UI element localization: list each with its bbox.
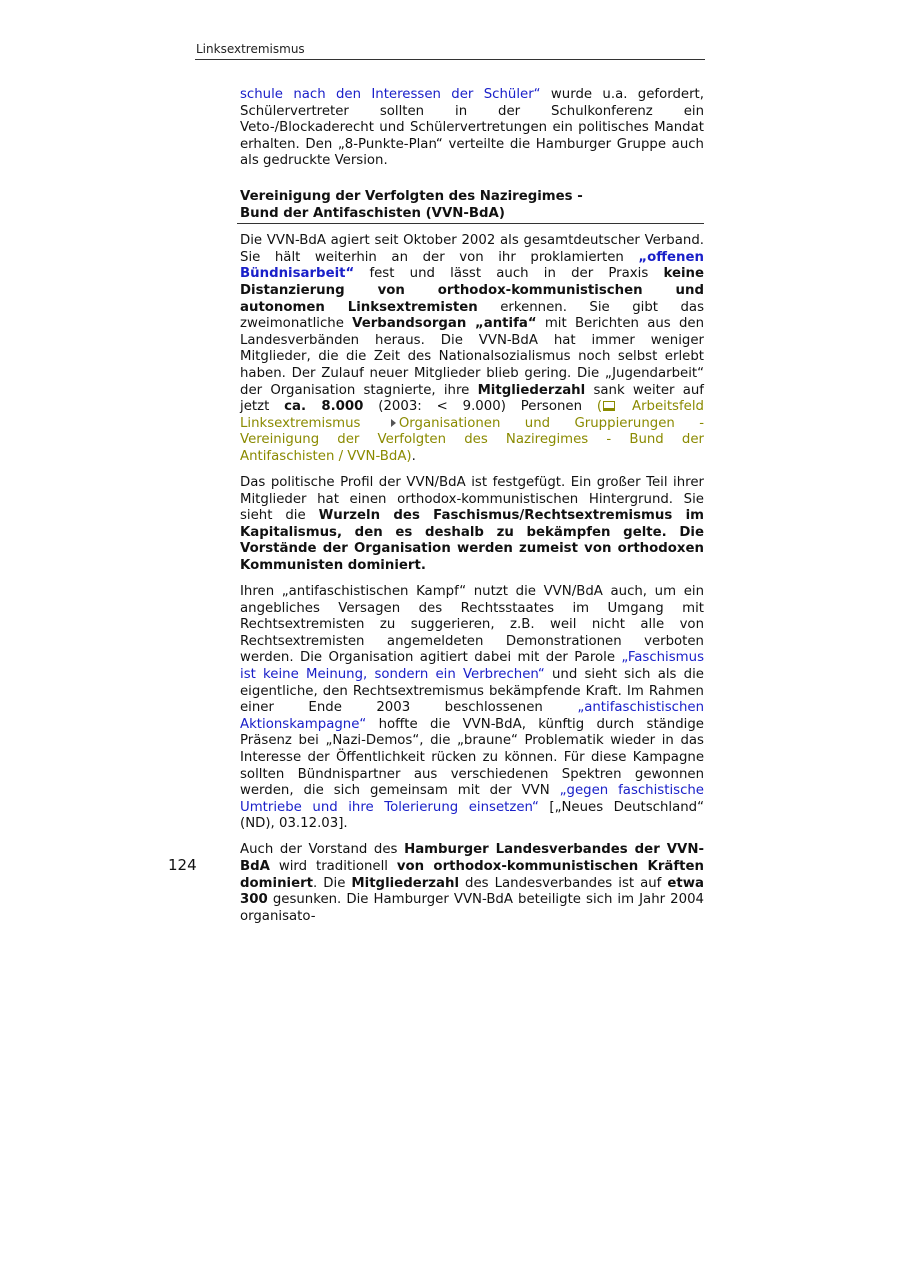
quote-link-buendnisarbeit[interactable]: „offenen Bündnisarbeit“ bbox=[240, 249, 704, 282]
triangle-right-icon bbox=[391, 419, 396, 427]
p2-text-5: sank weiter auf jetzt bbox=[240, 382, 704, 415]
quote-link-umtriebe[interactable]: „gegen faschistische Umtriebe und ihre Tolerierung einsetzen“ bbox=[240, 783, 704, 815]
p2-bold-2: Verbandsorgan „antifa“ bbox=[352, 316, 537, 332]
section-heading-line-1: Vereinigung der Verfolgten des Naziregimes - bbox=[240, 188, 583, 204]
paragraph-3 bbox=[240, 475, 704, 575]
p2-text-1: Die VVN-BdA agiert seit Oktober 2002 als gesamtdeutscher Verband. Sie hält weiterhin an der von ihr proklamierten bbox=[240, 233, 704, 265]
p2-text-7: . bbox=[411, 448, 416, 464]
p4-text-4: [„Neues Deutschland“ (ND), 03.12.03]. bbox=[240, 799, 704, 832]
paragraph-1 bbox=[240, 87, 704, 170]
p5-bold-1: Hamburger Landesverbandes der VVN-BdA bbox=[240, 842, 704, 875]
paragraph-2 bbox=[240, 233, 704, 465]
p3-text-1: Das politische Profil der VVN/BdA ist festgefügt. Ein großer Teil ihrer Mitglieder hat einen orthodox-kommunistischen Hintergrund. Sie sieht die bbox=[240, 474, 704, 524]
p2-text-6: (2003: < 9.000) Personen bbox=[363, 399, 597, 415]
header-rule bbox=[195, 59, 705, 60]
p5-text-3: . Die bbox=[313, 875, 352, 891]
book-icon bbox=[603, 401, 615, 411]
p4-text-1: Ihren „antifaschistischen Kampf“ nutzt die VVN/BdA auch, um ein angebliches Versagen des Rechtsstaates im Umgang mit Rechtsextremisten zu suggerieren, z.B. weil nicht alle von Rechtsextremisten angemeldeten Demonstrationen verboten werden. Die Organisation agitiert dabei mit der Parole bbox=[240, 584, 704, 666]
section-heading bbox=[240, 189, 704, 222]
p5-text-1: Auch der Vorstand des bbox=[240, 842, 405, 858]
paragraph-5 bbox=[240, 842, 704, 925]
p5-text-5: gesunken. Die Hamburger VVN-BdA beteiligte sich im Jahr 2004 organisato- bbox=[240, 892, 704, 924]
p2-bold-1: keine Distanzierung von orthodox-kommunistischen und autonomen Linksextremisten bbox=[240, 266, 704, 315]
paragraph-1-text: wurde u.a. gefordert, Schülervertreter sollten in der Schulkonferenz ein Veto-/Blockaderecht und Schülervertretungen ein politisches Mandat erhalten. Den „8-Punkte-Plan“ verteilte die Hamburger Gruppe auch als gedruckte Version. bbox=[240, 87, 704, 169]
p4-text-3: hoffte die VVN-BdA, künftig durch ständige Präsenz bei „Nazi-Demos“, die „braune“ Problematik wieder in das Interesse der Öffentlichkeit rücken zu können. Für diese Kampagne sollten Bündnispartner aus verschiedenen Spektren gewonnen werden, die sich gemeinsam mit der VVN bbox=[240, 716, 704, 799]
paragraph-4 bbox=[240, 584, 704, 833]
p2-bold-3: Mitgliederzahl bbox=[477, 382, 586, 398]
ref-text-1: Arbeitsfeld Linksextremismus bbox=[240, 399, 704, 431]
p5-text-2: wird traditionell bbox=[269, 859, 397, 875]
p2-text-3: erkennen. Sie gibt das zweimonatliche bbox=[240, 299, 705, 332]
ref-text-2: Organisationen und Gruppierungen - Vereinigung der Verfolgten des Naziregimes - Bund der Antifaschisten / VVN-BdA) bbox=[240, 415, 704, 464]
quote-link-aktionskampagne[interactable]: „antifaschistischen Aktionskampagne“ bbox=[240, 700, 704, 732]
p5-bold-2: von orthodox-kommunistischen Kräften dominiert bbox=[240, 859, 704, 891]
quote-link-schule[interactable]: schule nach den Interessen der Schüler“ bbox=[240, 87, 541, 102]
ref-open-paren: ( bbox=[596, 399, 603, 415]
page-number: 124 bbox=[168, 856, 197, 874]
p5-bold-4: etwa 300 bbox=[240, 875, 705, 908]
p3-bold-1: Wurzeln des Faschismus/Rechtsextremismus im Kapitalismus, den es deshalb zu bekämpfen gelte. Die Vorstände der Organisation werden zumeist von orthodoxen Kommunisten dominiert. bbox=[240, 508, 704, 573]
p2-text-4: mit Berichten aus den Landesverbänden heraus. Die VVN-BdA hat immer weniger Mitglieder, die die Zeit des Nationalsozialismus noch selbst erlebt haben. Der Zulauf neuer Mitglieder blieb gering. Die „Jugendarbeit“ der Organisation stagnierte, ihre bbox=[240, 316, 704, 398]
p2-text-2: fest und lässt auch in der Praxis bbox=[354, 266, 664, 282]
p5-bold-3: Mitgliederzahl bbox=[351, 875, 460, 891]
running-header-label: Linksextremismus bbox=[196, 42, 305, 56]
quote-link-faschismus[interactable]: „Faschismus ist keine Meinung, sondern ein Verbrechen“ bbox=[240, 650, 704, 682]
p2-bold-4: ca. 8.000 bbox=[284, 399, 364, 415]
p5-text-4: des Landesverbandes ist auf bbox=[459, 875, 668, 891]
section-heading-line-2: Bund der Antifaschisten (VVN-BdA) bbox=[240, 205, 505, 221]
p4-text-2: und sieht sich als die eigentliche, den Rechtsextremismus bekämpfende Kraft. Im Rahmen einer Ende 2003 beschlossenen bbox=[240, 667, 704, 716]
section-rule bbox=[237, 223, 704, 224]
body-text-column bbox=[240, 87, 704, 935]
